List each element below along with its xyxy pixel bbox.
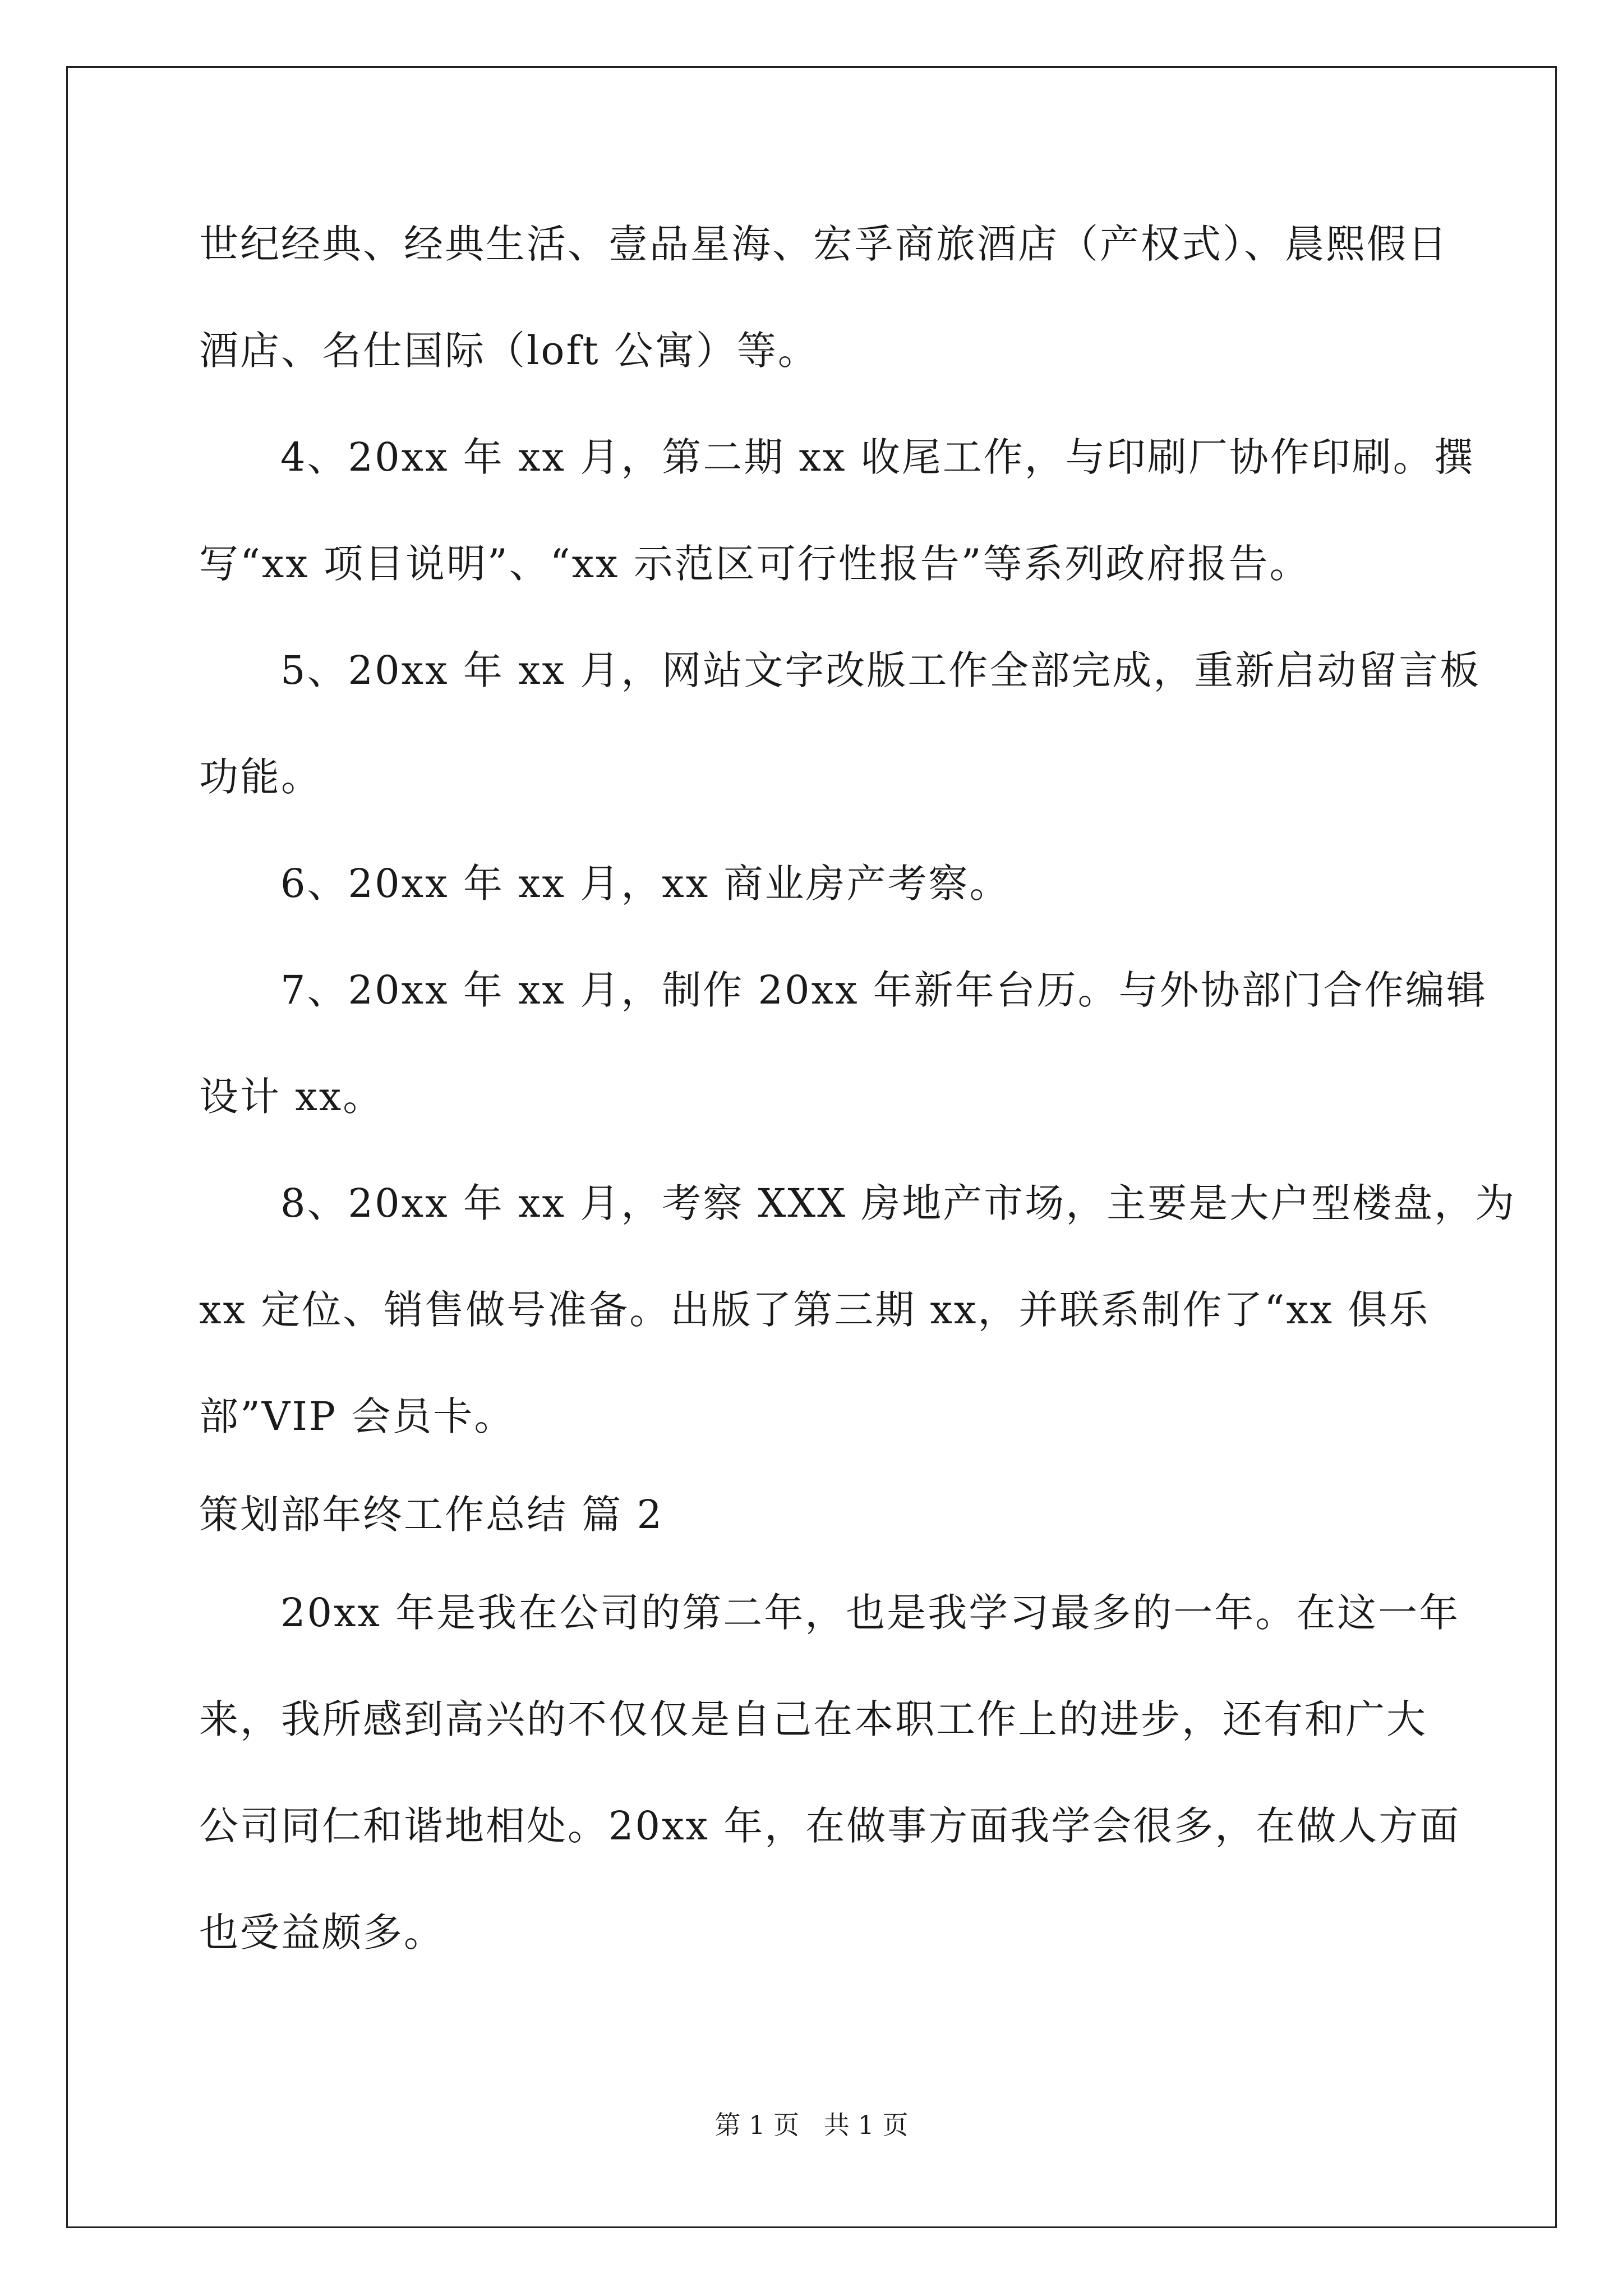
paragraph-line: 6、20xx 年 xx 月，xx 商业房产考察。 [280,861,1011,907]
paragraph-line: 20xx 年是我在公司的第二年，也是我学习最多的一年。在这一年 [280,1590,1460,1636]
paragraph-line: 世纪经典、经典生活、壹品星海、宏孚商旅酒店（产权式）、晨熙假日 [199,221,1449,267]
paragraph-line: 公司同仁和谐地相处。20xx 年，在做事方面我学会很多，在做人方面 [199,1803,1461,1849]
paragraph-line: xx 定位、销售做号准备。出版了第三期 xx，并联系制作了“xx 俱乐 [199,1287,1430,1333]
paragraph-line: 功能。 [199,754,322,800]
paragraph-line: 来，我所感到高兴的不仅仅是自己在本职工作上的进步，还有和广大 [199,1696,1427,1742]
paragraph-line: 酒店、名仕国际（loft 公寓）等。 [199,328,819,374]
section-heading: 策划部年终工作总结 篇 2 [199,1492,664,1538]
paragraph-line: 8、20xx 年 xx 月，考察 XXX 房地产市场，主要是大户型楼盘，为 [280,1180,1516,1226]
paragraph-line: 5、20xx 年 xx 月，网站文字改版工作全部完成，重新启动留言板 [280,647,1481,693]
paragraph-line: 4、20xx 年 xx 月，第二期 xx 收尾工作，与印刷厂协作印刷。撰 [280,434,1475,480]
page-border [66,66,1557,2228]
page-number: 第 1 页 共 1 页 [714,2110,909,2140]
paragraph-line: 部”VIP 会员卡。 [199,1393,515,1439]
paragraph-line: 7、20xx 年 xx 月，制作 20xx 年新年台历。与外协部门合作编辑 [280,967,1487,1013]
paragraph-line: 也受益颇多。 [199,1910,445,1955]
paragraph-line: 设计 xx。 [199,1074,384,1120]
paragraph-line: 写“xx 项目说明”、“xx 示范区可行性报告”等系列政府报告。 [199,541,1311,587]
